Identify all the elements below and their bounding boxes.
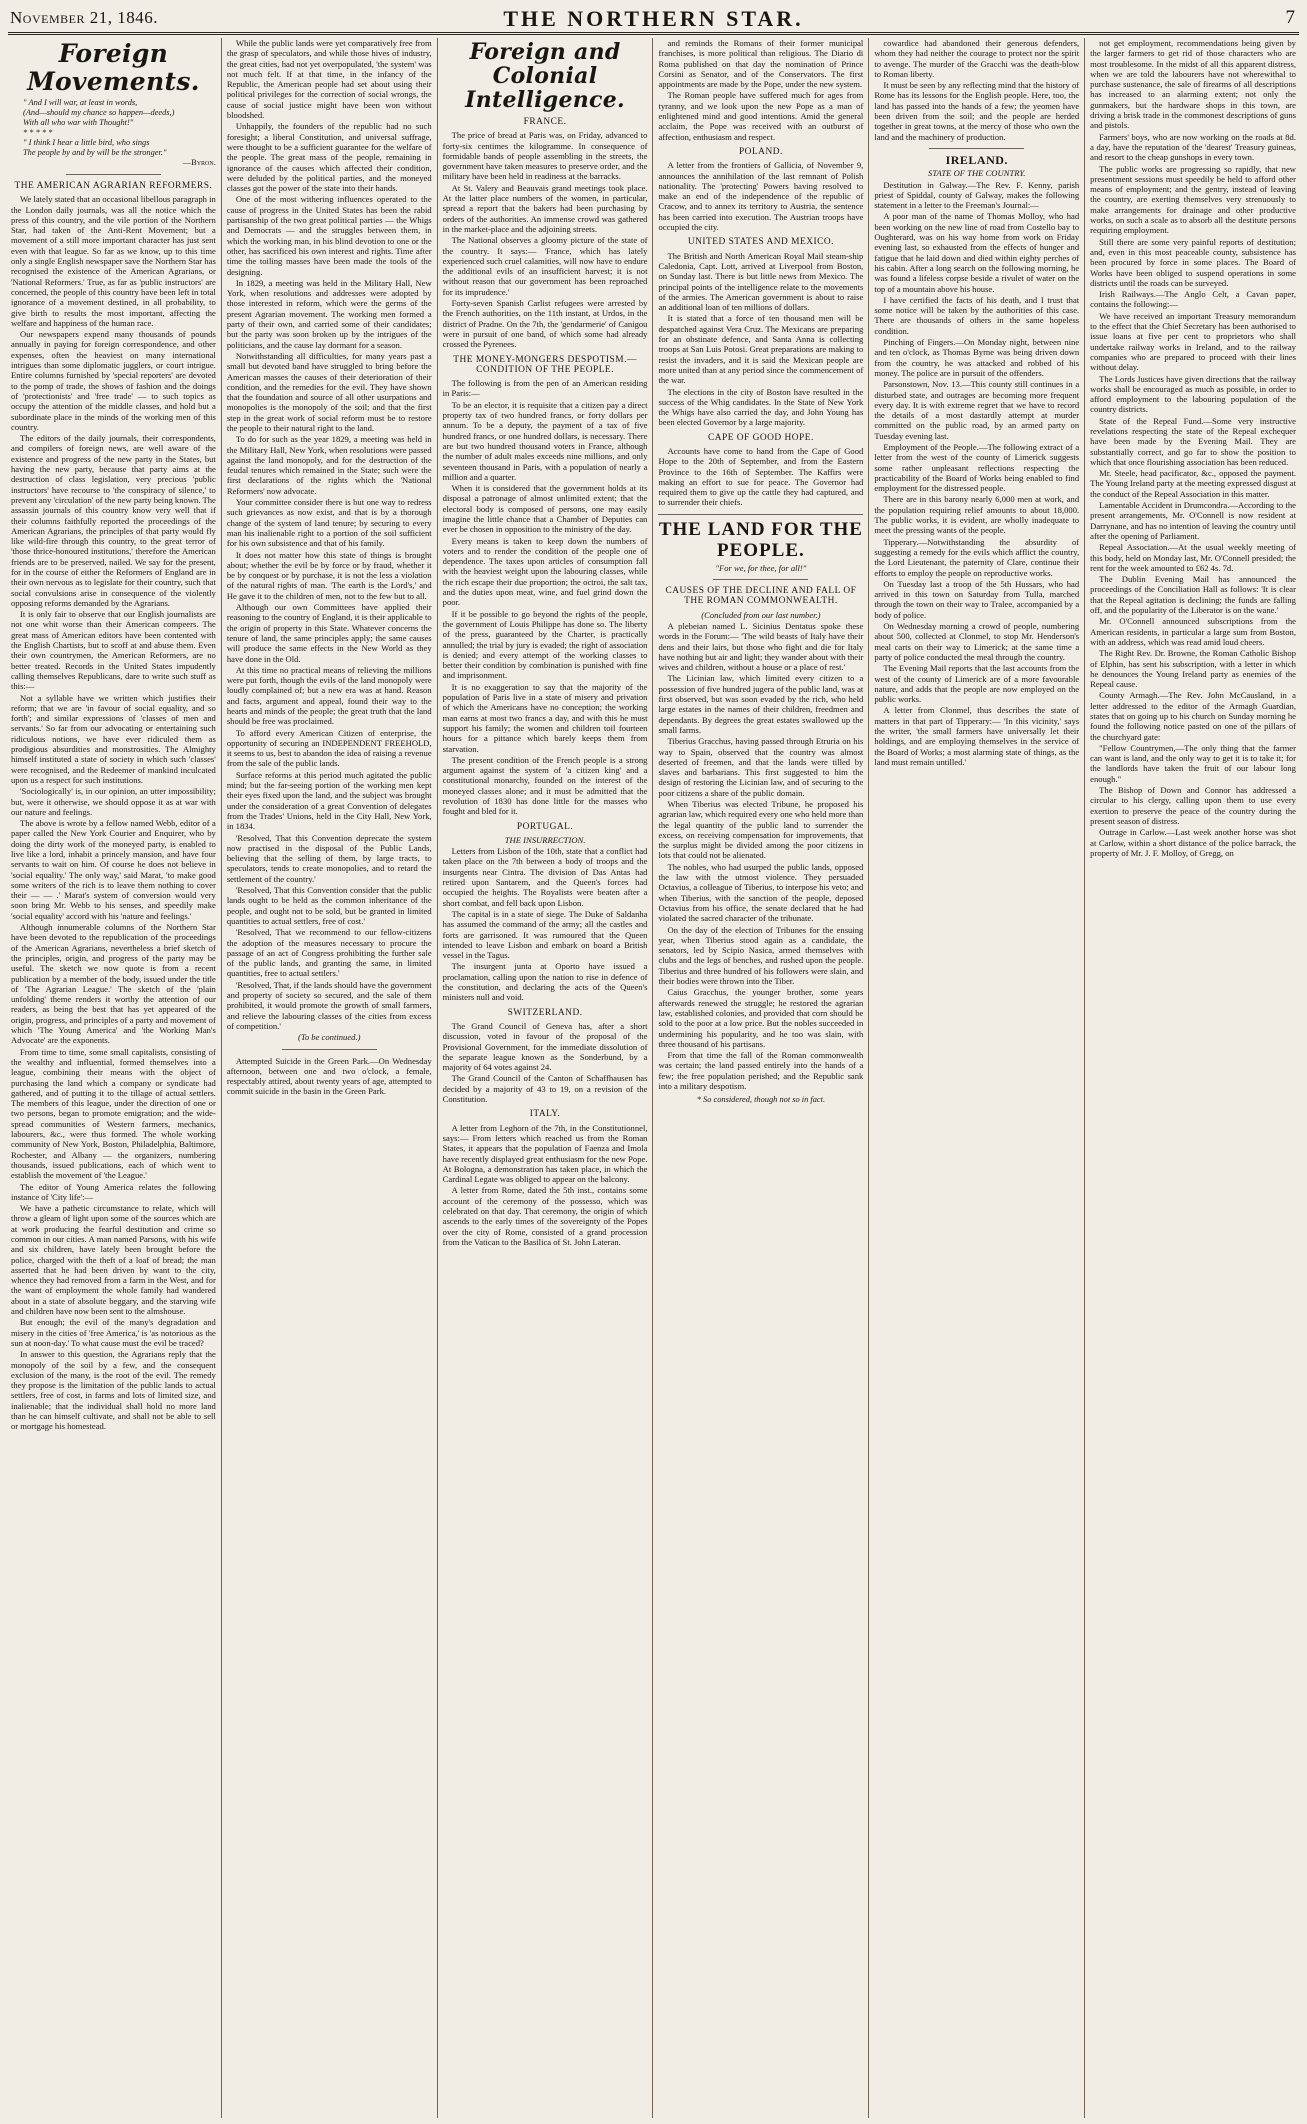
- intro-body: [658, 38, 863, 142]
- paragraph: The capital is in a state of siege. The Duke of Saldanha has assumed the command of the army; all the castles and forts are garrisoned. It was rumoured that the Queen intended to leave Lisbon and embark on board a British vessel in the Tagus.: [442, 908, 648, 961]
- paragraph: Still there are some very painful reports of destitution; and, even in this most peaceable county, subsistence has been procured by force in some places. The Board of Works have been obliged to suspend operations in some districts until the roads can be surveyed.: [1090, 236, 1296, 288]
- paragraph: The Licinian law, which limited every citizen to a possession of five hundred jugera of the public land, was at first observed, but was soon evaded by the rich, who held large estates in the names of their children, freedmen and dependants. By degrees the great estates swallowed up the small farms.: [658, 673, 864, 735]
- paragraph: On the day of the election of Tribunes for the ensuing year, when Tiberius stood again as a candidate, the senators, led by Scipio Nasica, armed themselves with clubs and the legs of benches, and rushed upon the people. Tiberius and three hundred of his followers were slain, and their bodies were thrown into the Tiber.: [658, 924, 864, 987]
- footnote: * So considered, though not so in fact.: [696, 1095, 826, 1105]
- heading-france: FRANCE.: [523, 117, 567, 127]
- column-5: [869, 38, 1085, 2118]
- paragraph: Our newspapers expend many thousands of pounds annually in paying for foreign correspondence, and other expenses, often the heaviest on many international intrigues than some diplomatic jugglers, or court intrigue. Entire columns furnished by 'special reporters' are devoted to the pomp of trade, the shows of fashion and the doings of 'protectionists' and 'free trade' — to such topics as occupy the attention of the middle classes, and hold but a subordinate place in the minds of the working men of this country.: [11, 329, 216, 432]
- paragraph: It must be seen by any reflecting mind that the history of Rome has its lessons for the English people. Here, too, the land has passed into the hands of a few; the yeomen have been driven from the soil; and the people are herded together in great towns, at the mercy of those who own the land and the machinery of production.: [874, 80, 1080, 142]
- paragraph: State of the Repeal Fund.—Some very instructive revelations respecting the state of the Repeal exchequer have been made by the Evening Mail. They are substantially correct, and go far to show the position to which that once flourishing association has been reduced.: [1090, 415, 1296, 467]
- paragraph: At this time no practical means of relieving the millions were put forth, though the evils of the land monopoly were loudly complained of; but a new era was at hand. Reason and facts, argument and appeal, found their way to the hearts and minds of the people; the great truth that the land should be free was proclaimed.: [226, 664, 432, 727]
- section-title-line: Foreign and Colonial: [469, 39, 621, 89]
- divider: [66, 174, 161, 175]
- paragraph: The public works are progressing so rapidly, that new presentment sessions must speedily be held to afford other means of employment; and the gentry, instead of leaving the country, are exerting themselves very strenuously to make arrangements for drainage and other productive works, on such a scale as to absorb all the destitute persons requiring employment.: [1090, 163, 1296, 236]
- paragraph: In answer to this question, the Agrarians reply that the monopoly of the soil by a few, and the consequent exclusion of the many, is the root of the evil. The remedy they propose is the limitation of the public lands to actual settlers, free of cost, in farms and lots of limited size, and inalienable; that the individual shall hold no more land than he can himself cultivate, and shall not be able to sell or mortgage his homestead.: [11, 1349, 216, 1432]
- paragraph: The following is from the pen of an American residing in Paris:—: [442, 378, 648, 399]
- paragraph: Caius Gracchus, the younger brother, some years afterwards renewed the struggle; he restored the agrarian law, established colonies, and provided that corn should be sold to the poor at a low price. But the nobles succeeded in undermining his popularity, and he too was slain, with three thousand of his partisans.: [658, 987, 864, 1049]
- epigraph-source: —Byron.: [182, 158, 216, 167]
- page-columns: [6, 38, 1301, 2118]
- paragraph: Mr. O'Connell announced subscriptions from the American residents, in particular a large sum from Boston, with an address, which was read amid loud cheers.: [1090, 616, 1296, 647]
- paragraph: Unhappily, the founders of the republic had no such foresight; a liberal Constitution, and universal suffrage, were thought to be a sufficient guarantee for the welfare of the people. The great mass of the people, remaining in ignorance of the causes which affected their condition, were deluded by the political parties, and the moneyed classes got the power of the state into their hands.: [226, 121, 432, 194]
- paragraph: In 1829, a meeting was held in the Military Hall, New York, when resolutions and addresses were adopted by those interested in reform, which were the germs of the present Agrarian movement. The working men formed a party of their own, and carried some of their candidates; but the party was soon broken up by the intrigues of the politicians, and the cause lay dormant for a season.: [226, 277, 432, 350]
- paragraph: To do for such as the year 1829, a meeting was held in the Military Hall, New York, when resolutions were passed against the land monopoly, and for the destruction of the feudal tenures which remained in the State; such were the first declarations of the rights which the 'National Reformers' now advocate.: [226, 434, 432, 496]
- paragraph: Although innumerable columns of the Northern Star have been devoted to the republication of the proceedings of the American Agrarians, nevertheless a brief sketch of the principles, origin, and progress of the party may be useful. The sketch we now quote is from a recent publication by a member of the body, issued under the title of 'The Agrarian League.' The sketch of the 'plain unfolding' theme renders it worthy the attention of our readers, as being the best that has yet appeared of the origin, progress, and principles of a party and movement of which 'The Young America' and 'the Working Man's Advocate' are the exponents.: [11, 922, 216, 1046]
- subheading-insurrection: THE INSURRECTION.: [504, 834, 586, 845]
- article-body: [1090, 38, 1296, 858]
- issue-date: November 21, 1846.: [10, 8, 158, 27]
- paragraph: A letter from Leghorn of the 7th, in the Constitutionnel, says:— From letters which reached us from the Roman States, it appears that the population of Faenza and Imola have recently displayed great enthusiasm for the new Pope. At Bologna, a demonstration has taken place, in which the Cardinal Legate was obliged to appear on the balcony.: [442, 1122, 648, 1185]
- italy-body: [443, 1123, 648, 1248]
- page-number: 7: [1285, 7, 1295, 28]
- paragraph: and reminds the Romans of their former municipal franchises, is more political than religious. The Diario di Roma published on that day the nomination of Prince Corsini as Senator, and of the Conservators. The first appointments are made by the Pope, under the new system.: [658, 38, 864, 90]
- heading-portugal: PORTUGAL.: [516, 821, 574, 832]
- paragraph: When it is considered that the government holds at its disposal a patronage of almost unlimited extent; that the electoral body is composed of persons, one may easily imagine the little chance that a Chamber of Deputies can ever be chosen in opposition to the ministry of the day.: [442, 483, 648, 535]
- paragraph: The Evening Mail reports that the last accounts from the west of the county of Limerick are of a more favourable nature, and adds that the people are now employed on the public works.: [874, 663, 1080, 705]
- divider: [713, 579, 808, 580]
- paragraph: It is stated that a force of ten thousand men will be despatched against Vera Cruz. The Mexicans are preparing for an obstinate defence, and Santa Anna is collecting troops at San Luis Potosi. Great preparations are making to resist the invaders, and it is said the Mexican people are more united than at any period since the commencement of the war.: [658, 313, 864, 386]
- article-body: [11, 194, 216, 1431]
- paragraph: Although our own Committees have applied their reasoning to the country of England, it is their applicable to the origin of property in this State. Whatever concerns the tenure of land, the same principles apply; the same causes will produce the same effects in the New World as they have done in the Old.: [226, 602, 432, 664]
- paragraph: 'Resolved, That this Convention consider that the public lands ought to be held as the common inheritance of the people, and ought not to be sold, but be granted in limited quantities to actual settlers, free of cost.': [226, 885, 432, 926]
- paragraph: Forty-seven Spanish Carlist refugees were arrested by the French authorities, on the 11th instant, at Urdos, in the district of Pradne. On the 7th, the 'gendarmerie' of Canigou were in pursuit of one band, of which some had already crossed the Pyrenees.: [442, 298, 648, 350]
- paragraph: The Roman people have suffered much for ages from tyranny, and we look upon the new Pope as a man of enlightened mind and good intentions. Amid the general acclaim, the Pope was received with an outburst of affection, enthusiasm and respect.: [658, 90, 864, 142]
- paragraph: "Fellow Countrymen,—The only thing that the farmer can want is land, and the only way to get it is to take it; for the landlords have taken the fruit of our labour long enough.": [1090, 742, 1296, 784]
- paragraph: Tipperary.—Notwithstanding the absurdity of suggesting a remedy for the evils which afflict the country, the Lord Lieutenant, the paternity of Clare, continue their efforts to employ the people on reproductive works.: [874, 536, 1080, 578]
- section-title-foreign-movements: Foreign Movements.: [27, 39, 200, 96]
- paragraph: Surface reforms at this period much agitated the public mind; but the far-seeing portion of the working men kept their eyes fixed upon the land, and the subject was brought under the consideration of a great Convention of delegates from the Trades' Unions, held in the City Hall, New York, in 1834.: [226, 769, 432, 832]
- land-body: [658, 621, 863, 1091]
- paragraph: Your committee consider there is but one way to redress such grievances as now exist, and that is by a thorough change of the system of land tenure; by securing to every man his inalienable right to a portion of the soil sufficient for his own subsistence and that of his family.: [226, 497, 432, 549]
- heading-italy: ITALY.: [529, 1109, 561, 1120]
- paragraph: Notwithstanding all difficulties, for many years past a small but devoted band have struggled to bring before the American masses the causes of their deterioration of their condition, and the remedies for the evil. They have shown that the foundation and source of all other usurpations and monopolies is the monopoly of the soil; and that the first step in the great work of social reform must be to restore the people to their natural right to the land.: [226, 350, 432, 433]
- paragraph: Lamentable Accident in Drumcondra.—According to the present arrangements, Mr. O'Connell is now resident at Darrynane, and has no intention of leaving the country until after the opening of Parliament.: [1090, 500, 1296, 541]
- column-6: [1085, 38, 1301, 2118]
- heading-poland: POLAND.: [738, 146, 783, 157]
- paragraph: The Grand Council of Geneva has, after a short discussion, voted in favour of the proposal of the Provisional Government, for the immediate dissolution of the separate league known as the Sonderbund, by a majority of 64 votes against 24.: [442, 1020, 648, 1073]
- land-motto: "For we, for thee, for all!": [715, 562, 807, 573]
- poland-body: [658, 160, 863, 232]
- paragraph: To be an elector, it is requisite that a citizen pay a direct property tax of two hundred francs, or forty dollars per annum. To be a deputy, the payment of a tax of five hundred francs, or one hundred dollars, is necessary. There are but two hundred thousand voters in France, although the number of adult males exceeds nine millions, and only seventeen thousand in Paris, with a population of nearly a million and a quarter.: [442, 399, 648, 482]
- paragraph: The insurgent junta at Oporto have issued a proclamation, calling upon the nation to rise in defence of the constitution, and declaring the acts of the Queen's ministers null and void.: [442, 961, 648, 1003]
- concluded-note: (Concluded from our last number.): [701, 609, 821, 620]
- paragraph: Tiberius Gracchus, having passed through Etruria on his way to Spain, observed that the country was almost deserted of freemen, and that the lands were tilled by slaves and barbarians. This first suggested to him the design of restoring the Licinian law, and of securing to the poor citizens a share of the public domain.: [658, 736, 864, 798]
- paragraph: From time to time, some small capitalists, consisting of the wealthy and influential, formed themselves into a league, combining their means with the object of purchasing the land which a company or syndicate had gathered, and of putting it to the tillage of actual settlers. The members of this league, under the direction of one or two persons, began to promote emigration; and the wide-spread communities of Western farmers, mechanics, labourers, &c., were thus formed. The whole working community of New York, Boston, Philadelphia, Baltimore, Rochester, and Albany — the organizers, numbering thousands, issued publications, each of which went to establish the movement of 'the League.': [11, 1046, 216, 1181]
- heading-united-states-mexico: UNITED STATES AND MEXICO.: [687, 237, 834, 248]
- epigraph-line: With all who war with Thought!": [23, 118, 134, 127]
- paragraph: One of the most withering influences operated to the cause of progress in the United States has been the rabid partisanship of the two great political parties — the Whigs and Democrats — and the struggles between them, in which the working man, in his blind devotion to one or the other, has sacrificed his own interest and rights. Time after time the toiling masses have been made the tools of the designing.: [226, 194, 432, 277]
- paragraph: From that time the fall of the Roman commonwealth was certain; the land passed entirely into the hands of a few; the free population perished; and the Republic sank into a military despotism.: [658, 1050, 864, 1092]
- paragraph: The elections in the city of Boston have resulted in the success of the Whig candidates. In the State of New York the Whigs have also carried the day, and John Young has been elected Governor by a large majority.: [658, 386, 864, 428]
- paragraph: Letters from Lisbon of the 10th, state that a conflict had taken place on the 7th between a body of troops and the insurgents near Cintra. The division of Das Antas had retired upon Santarem, and the Queen's forces had occupied the heights. The Royalists were beaten after a short combat, and fell back upon Lisbon.: [442, 846, 648, 908]
- intro-body: [874, 38, 1079, 142]
- article-heading-agrarian-reformers: THE AMERICAN AGRARIAN REFORMERS.: [14, 181, 213, 191]
- paragraph: Destitution in Galway.—The Rev. F. Kenny, parish priest of Spiddal, county of Galway, makes the following statement in a letter to the Freeman's Journal:—: [874, 179, 1080, 211]
- paragraph: A letter from Clonmel, thus describes the state of matters in that part of Tipperary:— 'In this vicinity,' says the writer, 'the small farmers have universally let their holdings, and are employing themselves in the service of the Board of Works; a most alarming state of things, as the land must remain untilled.': [874, 705, 1080, 767]
- newspaper-title: THE NORTHERN STAR.: [503, 6, 804, 31]
- epigraph-line: " And I will war, at least in words,: [23, 98, 138, 107]
- subheading-roman-commonwealth: CAUSES OF THE DECLINE AND FALL OF THE ROMAN COMMONWEALTH.: [665, 586, 857, 607]
- paragraph: Irish Railways.—The Anglo Celt, a Cavan paper, contains the following:—: [1090, 289, 1296, 310]
- paragraph: 'Resolved, That this Convention deprecate the system now practised in the disposal of the Public Lands, believing that the selling of them, by large tracts, to speculators, tends to create monopolies, and to retard the settlement of the country.': [226, 832, 432, 884]
- paragraph: Employment of the People.—The following extract of a letter from the west of the county of Limerick suggests some rather unpleasant reflections respecting the practicability of the Board of Works being enabled to find employment for the distressed people.: [874, 441, 1080, 494]
- heading-switzerland: SWITZERLAND.: [507, 1007, 583, 1018]
- paragraph: It is no exaggeration to say that the majority of the population of Paris live in a state of misery and privation of which the Americans have no conception; the working man earns at most two francs a day, and with this he must support his family; the women and children toil fourteen hours for a pittance which barely keeps them from starvation.: [442, 681, 648, 754]
- divider: [282, 1049, 377, 1050]
- cape-body: [658, 446, 863, 508]
- paragraph: The Right Rev. Dr. Browne, the Roman Catholic Bishop of Elphin, has sent his subscription, with a letter in which he denounces the Young Ireland party as enemies of the Repeal cause.: [1090, 648, 1296, 690]
- money-body: [443, 378, 648, 816]
- paragraph: The Grand Council of the Canton of Schaffhausen has decided by a majority of 43 to 19, on a revision of the Constitution.: [442, 1073, 648, 1105]
- paragraph: The Dublin Evening Mail has announced the proceedings of the Conciliation Hall as follows: 'It is clear that the Repeal agitation is declining; the funds are falling off, and the popularity of the Liberator is on the wane.': [1090, 574, 1296, 616]
- paragraph: It does not matter how this state of things is brought about; whether the evil be by force or by fraud, whether it be by conquest or by purchase, it is not the less a violation of the natural rights of man. 'The earth is the Lord's,' and He gave it to the children of men, not to the few but to all.: [226, 549, 432, 601]
- paragraph: Mr. Steele, head pacificator, &c., opposed the payment. The Young Ireland party at the meeting expressed disgust at the conduct of the Repeal Association in this matter.: [1090, 468, 1296, 499]
- ireland-body: [874, 180, 1079, 768]
- epigraph: [23, 98, 216, 168]
- column-4: [653, 38, 869, 2118]
- france-body: [443, 130, 648, 349]
- paragraph: When Tiberius was elected Tribune, he proposed his agrarian law, which required every one who held more than the legal quantity of the public land to surrender the excess, on receiving compensation for improvements, that the surplus might be divided among the poor citizens in lots that could not be alienated.: [658, 799, 864, 861]
- paragraph: A letter from Rome, dated the 5th inst., contains some account of the ceremony of the possesso, which was celebrated on that day. That ceremony, the origin of which ascends to the early times of the sovereignty of the Popes over the city of Rome, consisted of a grand procession from the Vatican to the Basilica of St. John Lateran.: [442, 1185, 648, 1247]
- masthead: [8, 6, 1299, 35]
- paragraph: The editor of Young America relates the following instance of 'City life':—: [11, 1181, 216, 1202]
- paragraph: I have certified the facts of his death, and I trust that some notice will be taken by the authorities of this case. There are thousands of others in the same hopeless condition.: [874, 294, 1080, 336]
- paragraph: A poor man of the name of Thomas Molloy, who had been working on the new line of road from Costello bay to Oughterard, was on his way home from work on Friday evening last, so exhausted from the effects of hunger and fatigue that he laid down and died within eighty perches of his cabin. After a long search on the following morning, he was found a lifeless corpse beside a rivulet of water on the top of a mountain above his house.: [874, 211, 1080, 294]
- paragraph: But enough; the evil of the many's degradation and misery in the cities of 'free America,' is 'as notorious as the sun at noon-day.' To what cause must the evil be traced?: [11, 1317, 216, 1348]
- paragraph: On Wednesday morning a crowd of people, numbering about 500, collected at Clonmel, to stop Mr. Henderson's meal carts on their way to Limerick; at the same time a party of police conducted the meal through the country.: [874, 621, 1080, 662]
- paragraph: The price of bread at Paris was, on Friday, advanced to forty-six centimes the kilogramme. In consequence of formidable bands of people assembling in the streets, the government have taken measures to preserve order, and the military have been held in readiness at the barracks.: [442, 130, 648, 182]
- paragraph: Repeal Association.—At the usual weekly meeting of this body, held on Monday last, Mr. O'Connell presided; the rent for the week amounted to £62 4s. 7d.: [1090, 542, 1296, 573]
- paragraph: While the public lands were yet comparatively free from the grasp of speculators, and while those hives of industry, the great cities, had not yet overpopulated, 'the system' was not much felt. If at that time, in the infancy of the Republic, the American people had set about using their political privileges for the correction of social wrongs, the cause of social justice might have been won without bloodshed.: [226, 38, 432, 121]
- paragraph: If it be possible to go beyond the rights of the people, the government of Louis Philippe has done so. The liberty of the press, guaranteed by the Charter, is practically annulled; the trial by jury is evaded; the right of association is denied; and every attempt of the working classes to better their condition by combination is punished with fine and imprisonment.: [442, 608, 648, 681]
- paragraph: On Tuesday last a troop of the 5th Hussars, who had arrived in this town on Saturday from Tulla, marched through the town on their way to Tralee, accompanied by a body of police.: [874, 578, 1080, 620]
- article-body: [227, 38, 432, 1031]
- column-3: [438, 38, 654, 2118]
- paragraph: The present condition of the French people is a strong argument against the system of 'a citizen king' and a constitutional monarchy, founded on the interest of the moneyed classes alone; and it must be admitted that the revolution of 1830 has done little for the masses who fought and bled for it.: [442, 754, 648, 817]
- epigraph-line: (And—should my chance so happen—deeds,): [23, 108, 175, 117]
- section-title-foreign-colonial: [443, 40, 648, 112]
- subheading-state-of-country: STATE OF THE COUNTRY.: [928, 168, 1026, 179]
- paragraph: 'Resolved, That, if the lands should have the government and property of society so secured, and the sale of them prohibited, it would promote the growth of small farmers, and relieve the labouring classes of the cities from excess of competition.': [226, 979, 432, 1031]
- paragraph: cowardice had abandoned their generous defenders, whom they had neither the courage to protect nor the spirit to avenge. The murder of the Gracchi was the death-blow to Roman liberty.: [874, 38, 1080, 79]
- paragraph: The Bishop of Down and Connor has addressed a circular to his clergy, calling upon them to use every exertion to preserve the peace of the country during the present season of distress.: [1090, 785, 1296, 826]
- paragraph: The editors of the daily journals, their correspondents, and compilers of foreign news, are well aware of the existence and progress of the new party in the States, but having the new party, because that party aims at the destruction of class legislation, very precious 'public instructors' have recourse to 'the conspiracy of silence,' to prevent any 'circulation' of the new party being known. The assassin journals of this country know very well that if their columns faithfully reported the proceedings of the American Agrarians, the principles of that party would fly like wild-fire through this country, to the great terror of 'those thrice-honoured institutions,' therefore the American friends are to be preserved, nailed. We say for the present, for in the course of either the Reformers of England are in their own nervous as to legislate for their country, such that social convulsions arise in consequence of the violently opposing reforms demanded by the Agrarians.: [11, 433, 216, 608]
- paragraph: 'Resolved, That we recommend to our fellow-citizens the adoption of the measures necessary to procure the passage of an act of Congress prohibiting the further sale of the public lands, and granting the same, in limited quantities, free to actual settlers.': [226, 927, 432, 979]
- epigraph-line: The people by and by will be the stronger.": [23, 148, 167, 157]
- paragraph: The British and North American Royal Mail steam-ship Caledonia, Capt. Lott, arrived at Liverpool from Boston, on Sunday last. There is but little news from Mexico. The principal points of the intelligence relate to the movements of the armies. The American government is about to raise an additional loan of ten millions of dollars.: [658, 250, 864, 313]
- paragraph: To afford every American Citizen of enterprise, the opportunity of securing an INDEPENDENT FREEHOLD, it seems to us, best to abandon the idea of raising a revenue from the sale of the public lands.: [226, 727, 432, 769]
- paragraph: not get employment, recommendations being given by the larger farmers to get rid of those characters who are most troublesome. In the midst of all this apparent distress, when we are told the labourers have not wherewithal to purchase sustenance, the sale of firearms of all descriptions has increased to an alarming extent; not only the gunmakers, but the hardware shops in this town, are driving a brisk trade in the commonest descriptions of guns and pistols.: [1090, 38, 1296, 131]
- heading-money-mongers: THE MONEY-MONGERS DESPOTISM.—CONDITION OF THE PEOPLE.: [453, 354, 637, 375]
- paragraph: We lately stated that an occasional libellous paragraph in the London daily journals, was all the notice which the press of this country, and the vile portion of the Northern Star, had taken of the Anti-Rent Movement; but a movement of a still more important character has just sent even with that league. So far as we know, up to this time only a single English newspaper save the Northern Star has recognised the existence of the American Agrarians, or 'National Reformers.' True, as far as 'public instructors' are concerned, the people of this country have been left in total ignorance of a movement destined, in all probability, to give birth to results the most important, affecting the welfare and happiness of the human race.: [11, 194, 216, 328]
- paragraph: We have a pathetic circumstance to relate, which will throw a gleam of light upon some of the sources which are at work producing the fearful destitution and crime so common in our cities. A man named Parsons, with his wife and six children, have lately been brought before the police, charged with the theft of a loaf of bread; the man asserted that he had been driven by want to the city, whence they had removed from a farm in the West, and for the want of employment the whole family had wandered about in a state of absolute beggary, and the starving wife and children have now been sent to the almshouse.: [11, 1203, 216, 1317]
- heading-cape-of-good-hope: CAPE OF GOOD HOPE.: [707, 432, 814, 443]
- switzerland-body: [443, 1021, 648, 1104]
- paragraph: Accounts have come to hand from the Cape of Good Hope to the 20th of September, and from the Eastern Province to the 16th of September. The Kaffirs were making an effort to sue for peace. The Governor had required them to give up the cattle they had captured, and to surrender their chiefs.: [658, 445, 864, 508]
- paragraph: There are in this barony nearly 6,000 men at work, and the population requiring relief amounts to about 18,000. The public works, it is evident, are wholly inadequate to meet the pressing wants of the people.: [874, 494, 1080, 536]
- epigraph-line: " I think I hear a little bird, who sings: [23, 138, 150, 147]
- paragraph: The nobles, who had usurped the public lands, opposed the law with the utmost violence. They persuaded Octavius, a colleague of Tiberius, to interpose his veto; and when Tiberius, with the sanction of the people, deposed Octavius from his office, the senate declared that he had violated the sacred character of the tribunate.: [658, 861, 864, 924]
- column-1: [6, 38, 222, 2118]
- paragraph: Parsonstown, Nov. 13.—This county still continues in a disturbed state, and outrages are becoming more frequent every day. It is with extreme regret that we have to record the details of a most dastardly attempt at murder committed on the public road, by an armed party on Tuesday evening last.: [874, 379, 1080, 441]
- paragraph: It is only fair to observe that our English journalists are not one whit worse than their American compeers. The great mass of American editors have been contented with the English Chartists, but to scoff at and abuse them. Even their own countrymen, the American Reformers, are no better treated. Records in the United States impudently calling themselves Republicans, dare to write such stuff as this:—: [11, 609, 216, 692]
- paragraph: The above is wrote by a fellow named Webb, editor of a paper called the New York Courier and Enquirer, who by doing the dirty work of the moneyed party, is enabled to live like a lord, inhabit a princely mansion, and have four servants to wait on him. Of course he does not believe in 'social equality.' The only way,' said Marat, 'to make good some writers of the rich is to leave them nothing to cover their — — .' Marat's system of conversion would very soon bring Mr. Webb to his senses, and speedily make 'social equality' accord with his 'nature and feelings.': [11, 818, 216, 921]
- divider: [929, 148, 1024, 149]
- epigraph-line: * * * * *: [23, 128, 53, 137]
- column-2: [222, 38, 438, 2118]
- us-body: [658, 251, 863, 428]
- paragraph: The Lords Justices have given directions that the railway works shall be encouraged as much as possible, in order to afford employment to the labouring population of the country districts.: [1090, 373, 1296, 415]
- paragraph: We have received an important Treasury memorandum to the effect that the Chief Secretary has been authorised to issue loans at five per cent to proprietors who shall undertake railway works in Ireland, and to the railway companies who are prepared to proceed with their lines without delay.: [1090, 310, 1296, 373]
- paragraph: Farmers' boys, who are now working on the roads at 8d. a day, have the reputation of the 'dearest' Treasury guineas, and resort to the cheap gunshops in every town.: [1090, 131, 1296, 163]
- paragraph: Pinching of Fingers.—On Monday night, between nine and ten o'clock, as Thomas Byrne was being driven down from the country, he was attacked and robbed of his money. The police are in pursuit of the offenders.: [874, 337, 1080, 378]
- paragraph: A letter from the frontiers of Gallicia, of November 9, announces the annihilation of the last remnant of Polish nationality. The 'protecting' Powers having resolved to make an end of the independence of the republic of Cracow, and to annex its territory to Austria, the sentence has been carried into execution. The Austrian troops have occupied the city.: [658, 160, 864, 233]
- section-title-line: Intelligence.: [465, 87, 625, 113]
- paragraph: At St. Valery and Beauvais grand meetings took place. At the latter place numbers of the women, in particular, spread a report that the bakers had been purchasing by orders of the authorities. An immense crowd was gathered in the market-place and the adjoining streets.: [442, 182, 648, 234]
- paragraph: County Armagh.—The Rev. John McCausland, in a letter addressed to the editor of the Armagh Guardian, states that on going up to his church on Sunday morning he found the following notice pasted on one of the pillars of the churchyard gate:: [1090, 690, 1296, 742]
- heading-land-for-the-people: THE LAND FOR THE PEOPLE.: [658, 514, 863, 561]
- news-item-green-park: Attempted Suicide in the Green Park.—On Wednesday afternoon, between one and two o'clock, a female, respectably attired, about twenty years of age, attempted to commit suicide in the basin in the Green Park.: [226, 1055, 432, 1097]
- paragraph: The National observes a gloomy picture of the state of the country. It says:— 'France, which has lately experienced such cruel calamities, will now have to endure the additional evils of an insufficient harvest; it is not without reason that our government has been reproached for its imprudence.': [442, 235, 648, 297]
- to-be-continued: (To be continued.): [298, 1032, 361, 1043]
- paragraph: 'Sociologically' is, in our opinion, an utter impossibility; but, were it otherwise, we should oppose it as at war with our nature and feelings.: [11, 786, 216, 817]
- portugal-body: [443, 846, 648, 1002]
- paragraph: Outrage in Carlow.—Last week another horse was shot at Carlow, within a short distance of the police barrack, the property of Mr. J. F. Molloy, of Gregg, on: [1090, 827, 1296, 858]
- paragraph: Not a syllable have we written which justifies their reform; that we are 'in favour of social equality, and so forth'; and similar expressions of 'classes of men and servants.' So far from our advocating or entertaining such ridiculous notions, we have ever ridiculed them as prodigious absurdities and monstrosities. The Almighty himself instituted a state of society in which such 'classes' were recognised, and the Redeemer of mankind inculcated upon us a respect for such institutions.: [11, 692, 216, 785]
- paragraph: A plebeian named L. Sicinius Dentatus spoke these words in the Forum:— 'The wild beasts of Italy have their dens and their lairs, but those who fight and die for Italy have nothing but air and light; they wander about with their wives and children, without a house or a place of rest.': [658, 620, 864, 673]
- paragraph: Every means is taken to keep down the numbers of voters and to render the condition of the people one of dependence. The taxes upon articles of consumption fall with the heaviest weight upon the labouring classes, while the rich escape their due proportion; the octroi, the salt tax, and the duties upon meat, wine, and fuel grind down the poor.: [442, 535, 648, 608]
- heading-ireland: IRELAND.: [945, 152, 1008, 167]
